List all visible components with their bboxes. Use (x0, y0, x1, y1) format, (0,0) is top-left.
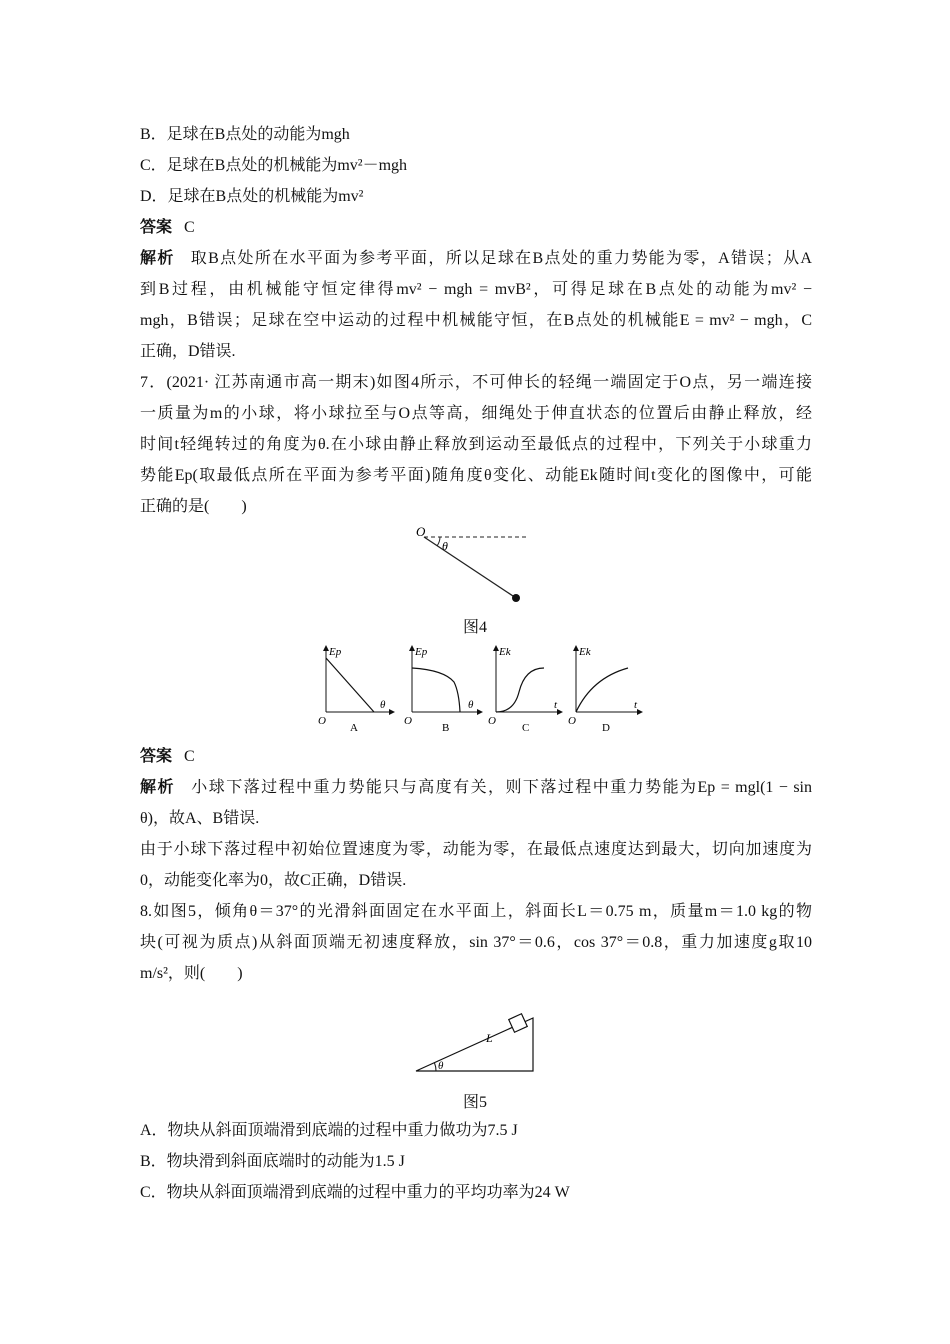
graph-d-curve (576, 668, 628, 712)
graph-b-xlabel: θ (468, 699, 474, 711)
angle-arc (437, 537, 440, 546)
graph-a-ylabel: Ep (329, 646, 342, 658)
graph-b-origin: O (404, 715, 412, 727)
q8-option-a: A．物块从斜面顶端滑到底端的过程中重力做功为7.5 J (140, 1122, 518, 1139)
figure-4-caption: 图4 (462, 619, 487, 636)
q6-analysis-line-1 (140, 248, 812, 270)
q6-analysis-line-4: 正确，D错误. (140, 343, 236, 360)
graph-options (316, 642, 646, 738)
q8-stem-line-3: m/s²，则( ) (140, 965, 243, 982)
q6-analysis-label: 解析 (140, 250, 175, 267)
graph-c (488, 646, 562, 734)
q7-analysis-line-3: 由于小球下落过程中初始位置速度为零，动能为零，在最低点速度达到最大，切向加速度为 (140, 841, 812, 858)
ball-mass (512, 594, 520, 602)
q8-stem-line-2: 块(可视为质点)从斜面顶端无初速度释放，sin 37°＝0.6，cos 37°＝0.8，重力加速度g取10 (140, 934, 812, 951)
q7-stem-line-1: 7．(2021· 江苏南通市高一期末)如图4所示，不可伸长的轻绳一端固定于O点，另一端连接 (140, 374, 812, 391)
graph-a-xlabel: θ (380, 699, 386, 711)
q6-option-b: B．足球在B点处的动能为mgh (140, 126, 350, 143)
graph-c-letter: C (522, 722, 530, 734)
graph-a-origin: O (318, 715, 326, 727)
q6-analysis-text-1: 取B点处所在水平面为参考平面，所以足球在B点处的重力势能为零，A错误；从A (190, 250, 812, 267)
graph-a (318, 646, 394, 734)
graph-c-curve (496, 668, 544, 712)
graph-c-xlabel: t (554, 699, 558, 711)
q7-answer (140, 746, 195, 768)
incline-length-label: L (486, 1031, 493, 1045)
graph-d-letter: D (602, 722, 610, 734)
graph-b-curve (412, 668, 460, 712)
q8-option-c: C．物块从斜面顶端滑到底端的过程中重力的平均功率为24 W (140, 1184, 570, 1201)
angle-theta-label: θ (442, 539, 448, 553)
block-on-incline (509, 1014, 528, 1033)
figure-5-incline (410, 1010, 545, 1076)
q7-analysis-line-4: 0，动能变化率为0，故C正确，D错误. (140, 872, 407, 889)
q8-option-b: B．物块滑到斜面底端时的动能为1.5 J (140, 1153, 405, 1170)
graph-d (568, 646, 642, 734)
figure-5-caption: 图5 (462, 1094, 487, 1111)
graph-d-xlabel: t (634, 699, 638, 711)
q7-analysis-text-1: 小球下落过程中重力势能只与高度有关，则下落过程中重力势能为Ep = mgl(1 − sin (191, 779, 813, 796)
graph-b-ylabel: Ep (415, 646, 428, 658)
graph-a-letter: A (350, 722, 358, 734)
graph-d-origin: O (568, 715, 576, 727)
q7-stem-line-5: 正确的是( ) (140, 498, 247, 515)
figure-4-pendulum (410, 524, 540, 608)
graph-b-letter: B (442, 722, 450, 734)
q6-analysis-line-2: 到B过程，由机械能守恒定律得mv² − mgh = mvB²，可得足球在B点处的动能为mv² − (140, 281, 812, 298)
graph-b (404, 646, 482, 734)
rope-line (424, 537, 516, 598)
q6-answer-value: C (184, 219, 195, 236)
q6-analysis-line-3: mgh，B错误；足球在空中运动的过程中机械能守恒，在B点处的机械能E = mv² − mgh，C (140, 312, 812, 329)
graph-d-ylabel: Ek (579, 646, 591, 658)
q7-analysis-line-2: θ)，故A、B错误. (140, 810, 260, 827)
q7-analysis-label: 解析 (140, 779, 175, 796)
graph-c-origin: O (488, 715, 496, 727)
q7-answer-label: 答案 (140, 748, 173, 765)
q6-option-c: C．足球在B点处的机械能为mv²－mgh (140, 157, 408, 174)
q6-answer (140, 217, 195, 239)
q6-option-d: D．足球在B点处的机械能为mv² (140, 188, 364, 205)
incline-theta-label: θ (438, 1060, 444, 1072)
q8-stem-line-1: 8.如图5，倾角θ＝37°的光滑斜面固定在水平面上，斜面长L＝0.75 m，质量m＝1.0 kg的物 (140, 903, 812, 920)
q7-stem-line-2: 一质量为m的小球，将小球拉至与O点等高，细绳处于伸直状态的位置后由静止释放，经 (140, 405, 812, 422)
q7-stem-line-4: 势能Ep(取最低点所在平面为参考平面)随角度θ变化、动能Ek随时间t变化的图像中，可能 (140, 467, 812, 484)
incline-angle-arc (435, 1063, 437, 1071)
point-o-label: O (416, 524, 426, 539)
q7-answer-value: C (184, 748, 195, 765)
q7-stem-line-3: 时间t轻绳转过的角度为θ.在小球由静止释放到运动至最低点的过程中，下列关于小球重力 (140, 436, 812, 453)
q6-answer-label: 答案 (140, 219, 173, 236)
graph-c-ylabel: Ek (499, 646, 511, 658)
q7-analysis-line-1 (140, 777, 812, 799)
graph-a-curve (326, 658, 374, 712)
